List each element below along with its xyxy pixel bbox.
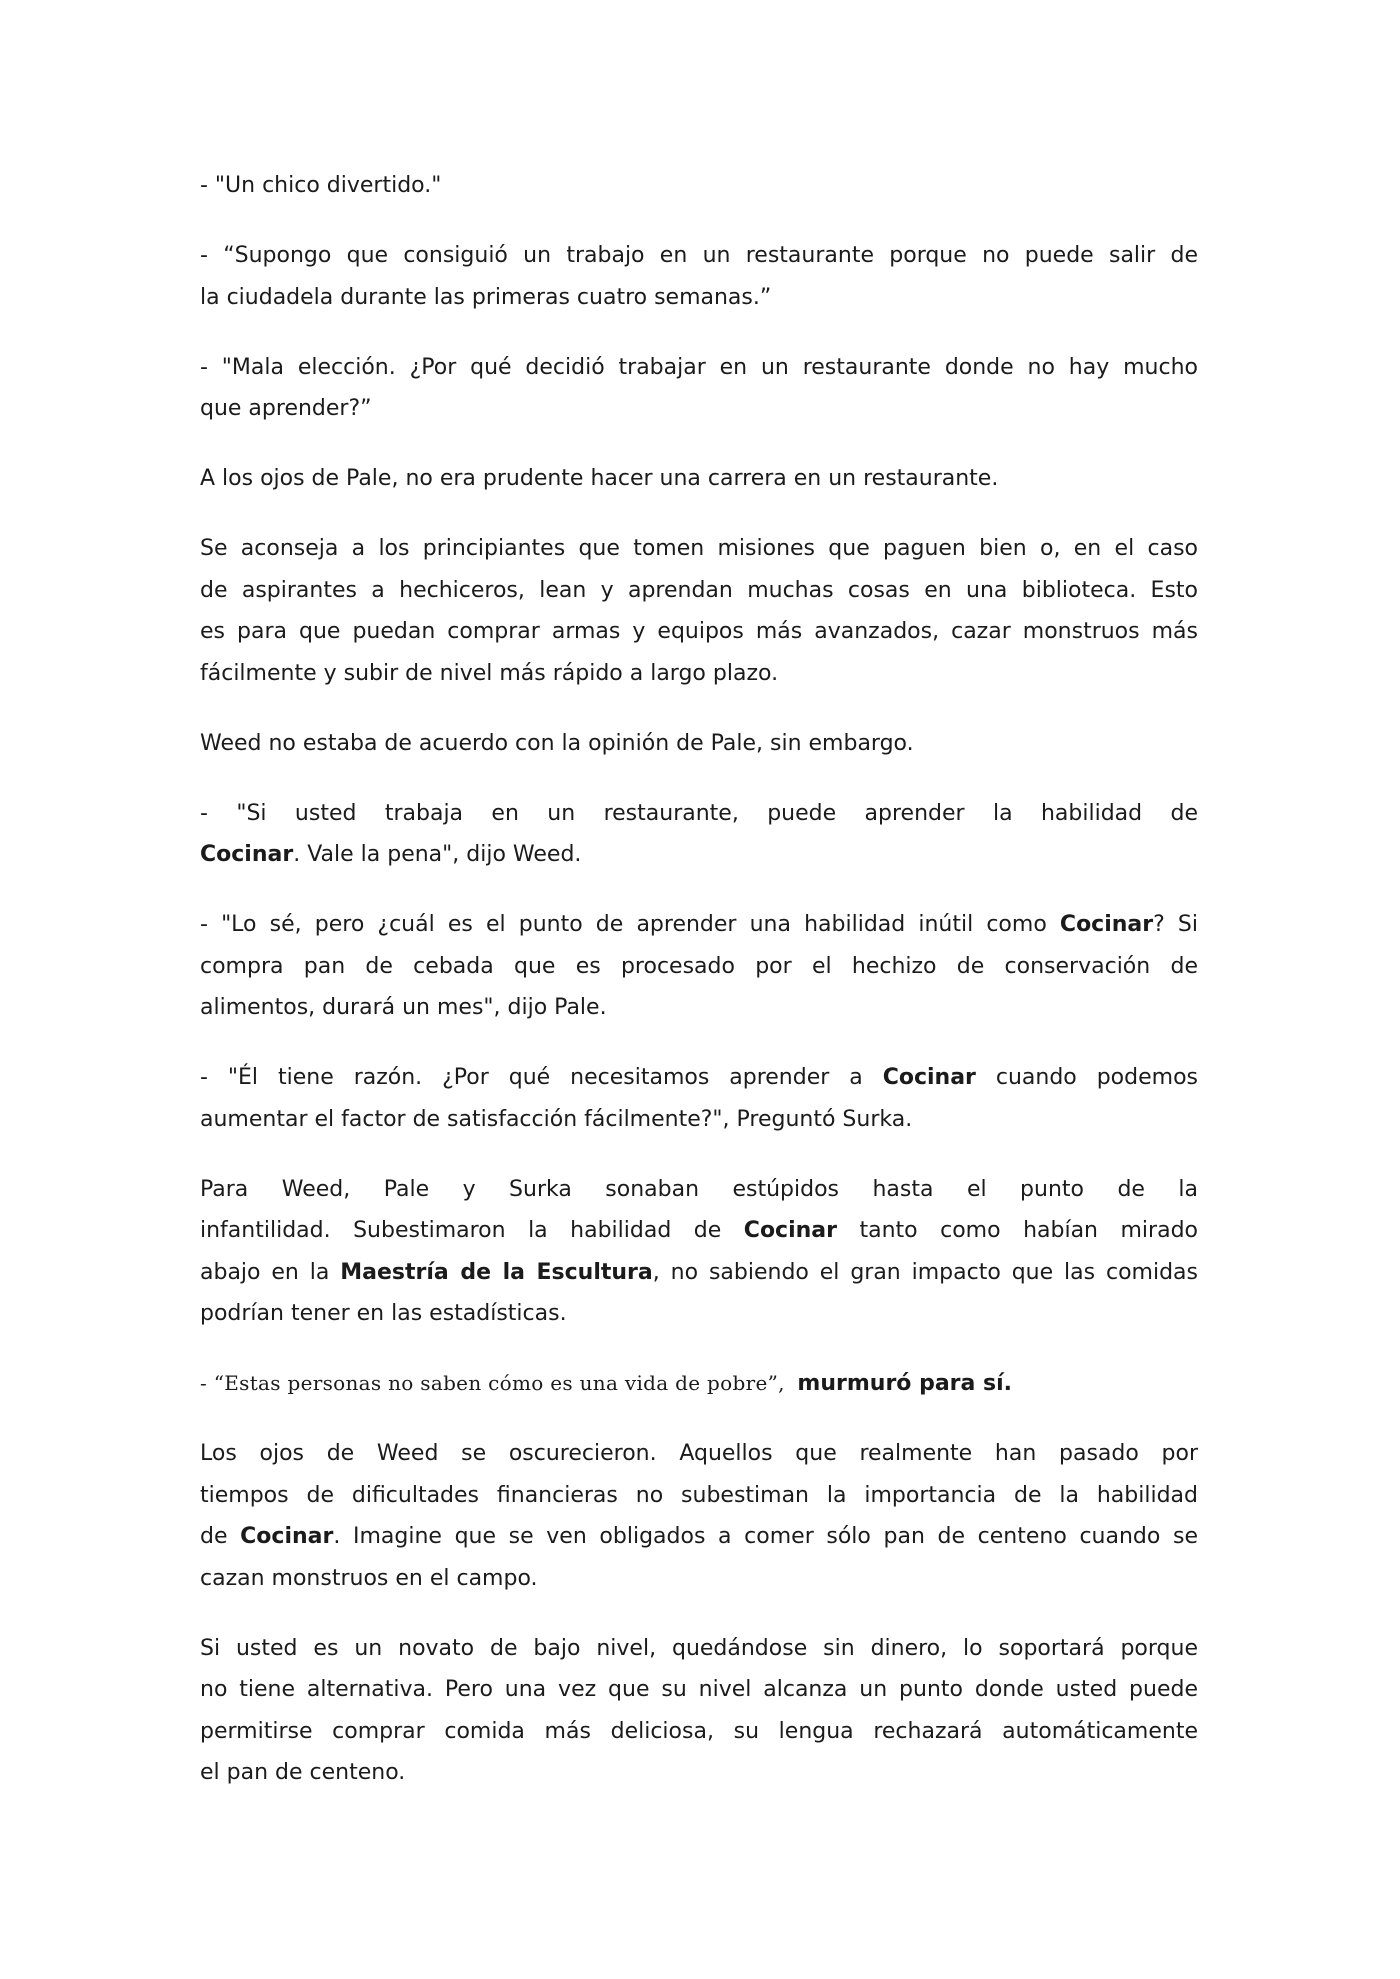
text-line (200, 834, 1198, 876)
paragraph (200, 235, 1198, 318)
inner-thought-quote: - “Estas personas no saben cómo es una vida de pobre”, (200, 1371, 792, 1395)
text-run: infantilidad. Subestimaron la habilidad de (200, 1218, 744, 1243)
paragraph (200, 793, 1198, 876)
text-line (200, 723, 1198, 765)
paragraph (200, 458, 1198, 500)
text-run: - "Lo sé, pero ¿cuál es el punto de aprender una habilidad inútil como (200, 912, 1060, 937)
text-line (200, 1293, 1198, 1335)
text-run: Los ojos de Weed se oscurecieron. Aquellos que realmente han pasado por (200, 1441, 1198, 1466)
paragraph (200, 528, 1198, 694)
text-run: cuando podemos (975, 1065, 1198, 1090)
text-line (200, 1169, 1198, 1211)
text-run: es para que puedan comprar armas y equipos más avanzados, cazar monstruos más (200, 619, 1198, 644)
text-run: . Vale la pena", dijo Weed. (293, 842, 582, 867)
bold-term: Cocinar (882, 1065, 976, 1090)
text-run: de aspirantes a hechiceros, lean y aprendan muchas cosas en una biblioteca. Esto (200, 577, 1198, 603)
text-run: Para Weed, Pale y Surka sonaban estúpidos hasta el punto de la (200, 1176, 1198, 1202)
text-line (200, 1433, 1198, 1475)
text-run: que aprender?” (200, 396, 372, 421)
text-line (200, 388, 1198, 430)
text-line (200, 1099, 1198, 1141)
text-line (200, 1558, 1198, 1600)
bold-term: Cocinar (743, 1218, 837, 1243)
text-line (200, 653, 1198, 695)
paragraph (200, 347, 1198, 430)
text-line (200, 1711, 1198, 1753)
text-line (200, 793, 1198, 835)
text-run: permitirse comprar comida más deliciosa, su lengua rechazará automáticamente (200, 1718, 1198, 1744)
text-line (200, 1475, 1198, 1517)
bold-term: Cocinar (240, 1524, 334, 1549)
text-line (200, 165, 1198, 207)
text-line (200, 1057, 1198, 1099)
text-run: fácilmente y subir de nivel más rápido a largo plazo. (200, 660, 779, 686)
text-run: - "Si usted trabaja en un restaurante, puede aprender la habilidad de (200, 800, 1198, 826)
text-line (200, 987, 1198, 1029)
text-run: el pan de centeno. (200, 1760, 406, 1785)
text-run: Se aconseja a los principiantes que tomen misiones que paguen bien o, en el caso (200, 536, 1198, 561)
text-run: Weed no estaba de acuerdo con la opinión de Pale, sin embargo. (200, 730, 914, 756)
text-run: de (200, 1524, 241, 1549)
text-line (200, 1516, 1198, 1558)
text-line (200, 1210, 1198, 1252)
bold-term: Cocinar (200, 842, 294, 867)
text-run: la ciudadela durante las primeras cuatro semanas.” (200, 284, 772, 310)
text-run: A los ojos de Pale, no era prudente hacer una carrera en un restaurante. (200, 466, 999, 491)
paragraph (200, 1628, 1198, 1794)
paragraph (200, 1363, 1198, 1405)
text-line (200, 946, 1198, 988)
text-line (200, 611, 1198, 653)
text-line (200, 1252, 1198, 1294)
text-line (200, 904, 1198, 946)
chapter-text (200, 165, 1198, 1794)
text-line (200, 458, 1198, 500)
text-run: no tiene alternativa. Pero una vez que su nivel alcanza un punto donde usted puede (200, 1677, 1198, 1702)
text-line (200, 1363, 1198, 1405)
paragraph (200, 165, 1198, 207)
text-run: podrían tener en las estadísticas. (200, 1301, 567, 1326)
text-run: alimentos, durará un mes", dijo Pale. (200, 995, 607, 1020)
bold-term: Cocinar (1059, 912, 1154, 937)
text-run: aumentar el factor de satisfacción fácilmente?", Preguntó Surka. (200, 1106, 913, 1132)
text-line (200, 570, 1198, 612)
text-run: - "Él tiene razón. ¿Por qué necesitamos aprender a (200, 1065, 883, 1090)
text-run: - “Supongo que consiguió un trabajo en un restaurante porque no puede salir de (200, 243, 1198, 268)
text-run: tiempos de dificultades financieras no subestiman la importancia de la habilidad (200, 1482, 1198, 1508)
text-run: abajo en la (200, 1259, 341, 1285)
text-run: compra pan de cebada que es procesado por el hechizo de conservación de (200, 953, 1198, 979)
text-run: , no sabiendo el gran impacto que las comidas (652, 1259, 1199, 1285)
text-run: tanto como habían mirado (837, 1218, 1198, 1243)
text-line (200, 277, 1198, 319)
paragraph (200, 1169, 1198, 1335)
bold-term: Maestría de la Escultura (340, 1259, 653, 1285)
text-line (200, 1669, 1198, 1711)
text-line (200, 1752, 1198, 1794)
text-line (200, 528, 1198, 570)
text-run: - "Un chico divertido." (200, 173, 442, 198)
text-run: ? Si (1153, 912, 1199, 937)
text-run: . Imagine que se ven obligados a comer sólo pan de centeno cuando se (333, 1524, 1198, 1549)
paragraph (200, 904, 1198, 1029)
paragraph (200, 723, 1198, 765)
text-line (200, 235, 1198, 277)
text-run: - "Mala elección. ¿Por qué decidió trabajar en un restaurante donde no hay mucho (200, 354, 1198, 380)
text-run: cazan monstruos en el campo. (200, 1565, 538, 1591)
text-run: Si usted es un novato de bajo nivel, quedándose sin dinero, lo soportará porque (200, 1635, 1198, 1661)
text-line (200, 347, 1198, 389)
paragraph (200, 1433, 1198, 1599)
bold-term: murmuró para sí. (797, 1371, 1013, 1396)
paragraph (200, 1057, 1198, 1140)
text-line (200, 1628, 1198, 1670)
